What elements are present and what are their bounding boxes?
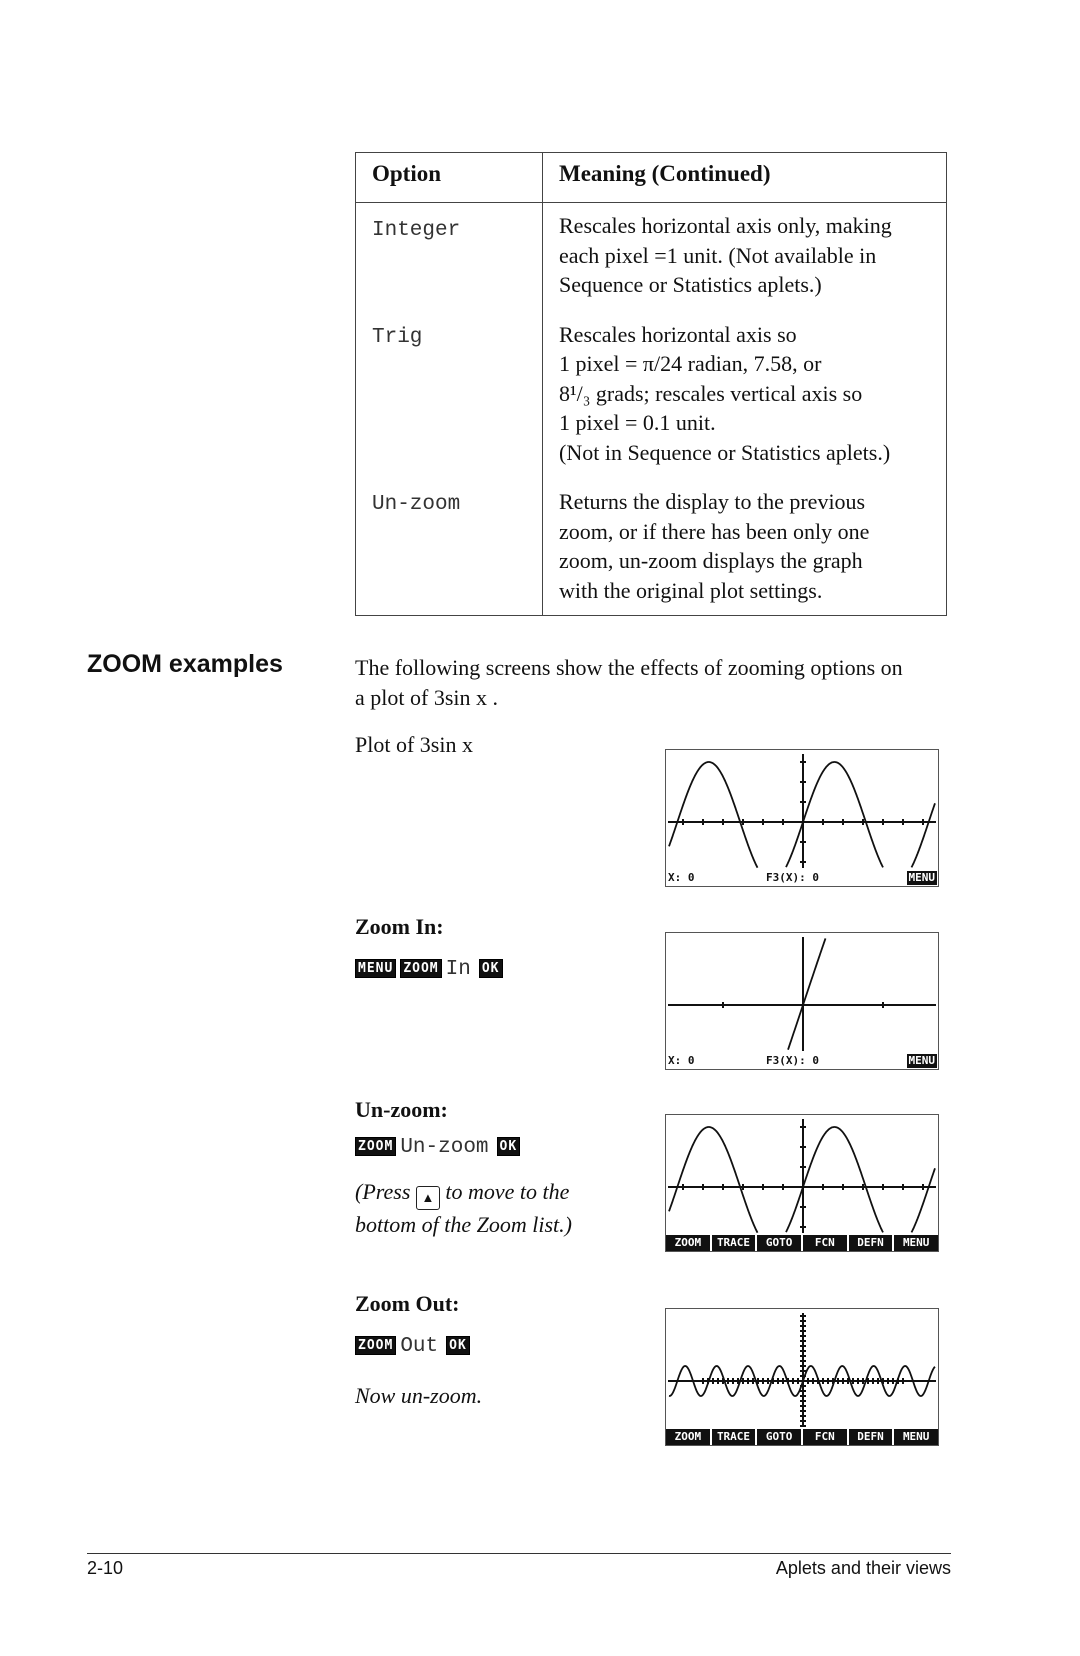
un-zoom-keys: [355, 1136, 520, 1159]
f-readout: F3(X): 0: [766, 1054, 819, 1067]
zoom-in-title: Zoom In:: [355, 914, 444, 939]
ok-key: OK: [446, 1336, 470, 1355]
zoom-key: ZOOM: [355, 1336, 396, 1355]
softkey-zoom: ZOOM: [666, 1429, 710, 1445]
footer-rule: [87, 1553, 951, 1554]
zoom-in-keys: [355, 958, 503, 981]
x-readout: X: 0: [668, 1054, 695, 1067]
option-integer: Integer: [372, 219, 461, 242]
meaning-line: 8¹/₃ grads; rescales vertical axis so: [559, 380, 863, 406]
zoom-key: ZOOM: [400, 959, 441, 978]
meaning-line: Sequence or Statistics aplets.): [559, 272, 822, 297]
graph: [666, 1115, 938, 1251]
meaning-line: 1 pixel = π/24 radian, 7.58, or: [559, 351, 822, 376]
note-text: bottom of the Zoom list.): [355, 1212, 572, 1237]
f-readout: F3(X): 0: [766, 871, 819, 884]
softkey-fcn: FCN: [803, 1429, 847, 1445]
softkey-menu: MENU: [894, 1429, 938, 1445]
meaning-line: Rescales horizontal axis so: [559, 321, 797, 347]
meaning-line: (Not in Sequence or Statistics aplets.): [559, 439, 891, 465]
menu-softkey: MENU: [908, 1054, 935, 1067]
softkey-fcn: FCN: [803, 1235, 847, 1251]
un-zoom-screen: [665, 1114, 939, 1252]
ok-key: OK: [497, 1137, 521, 1156]
table-row: [356, 487, 947, 616]
softkey-trace: TRACE: [712, 1235, 756, 1251]
x-readout: X: 0: [668, 871, 695, 884]
plot-screen: [665, 749, 939, 887]
softkey-zoom: ZOOM: [666, 1235, 710, 1251]
meaning-line: Rescales horizontal axis only, making: [559, 213, 892, 238]
option-text: In: [445, 958, 471, 981]
intro-line: a plot of 3sin x .: [355, 684, 498, 710]
option-text: Out: [400, 1335, 439, 1358]
un-zoom-note: [355, 1177, 572, 1240]
option-un-zoom: Un-zoom: [372, 493, 461, 516]
softkey-menu: [666, 1429, 938, 1445]
menu-softkey: MENU: [908, 871, 935, 884]
graph: [666, 933, 938, 1069]
option-text: Un-zoom: [400, 1136, 489, 1159]
un-zoom-title: Un-zoom:: [355, 1097, 448, 1122]
page-number: 2-10: [87, 1558, 124, 1578]
note-text: to move to the: [445, 1179, 570, 1204]
zoom-key: ZOOM: [355, 1137, 396, 1156]
up-arrow-key-icon: ▲: [416, 1186, 440, 1210]
softkey-goto: GOTO: [757, 1429, 801, 1445]
meaning-line: Returns the display to the previous: [559, 489, 866, 514]
option-trig: Trig: [372, 325, 423, 349]
graph: [666, 750, 938, 886]
options-table: [355, 152, 947, 616]
meaning-line: with the original plot settings.: [559, 577, 823, 603]
intro-line: The following screens show the effects of zooming options on: [355, 655, 903, 680]
zoom-out-title: Zoom Out:: [355, 1291, 460, 1316]
status-bar: [666, 1053, 938, 1069]
header-meaning: Meaning (Continued): [543, 153, 947, 203]
softkey-defn: DEFN: [849, 1429, 893, 1445]
meaning-line: each pixel =1 unit. (Not available in: [559, 242, 877, 268]
zoom-out-screen: [665, 1308, 939, 1446]
header-option: Option: [356, 153, 543, 203]
meaning-line: 1 pixel = 0.1 unit.: [559, 410, 716, 435]
sine-curve: [788, 938, 826, 1049]
zoom-in-screen: [665, 932, 939, 1070]
zoom-out-note: Now un-zoom.: [355, 1383, 483, 1408]
plot-label: Plot of 3sin x: [355, 732, 473, 757]
meaning-line: zoom, un-zoom displays the graph: [559, 548, 863, 573]
softkey-goto: GOTO: [757, 1235, 801, 1251]
softkey-defn: DEFN: [849, 1235, 893, 1251]
softkey-trace: TRACE: [712, 1429, 756, 1445]
section-heading: ZOOM examples: [87, 650, 283, 678]
status-bar: [666, 870, 938, 886]
softkey-menu: [666, 1235, 938, 1251]
intro-paragraph: [355, 653, 955, 712]
chapter-title: Aplets and their views: [775, 1558, 951, 1578]
table-row: [356, 320, 947, 488]
note-text: (Press: [355, 1179, 411, 1204]
softkey-menu: MENU: [894, 1235, 938, 1251]
ok-key: OK: [479, 959, 503, 978]
graph: [666, 1309, 938, 1445]
menu-key: MENU: [355, 959, 396, 978]
zoom-out-keys: [355, 1335, 470, 1358]
meaning-line: zoom, or if there has been only one: [559, 518, 870, 544]
table-row: [356, 203, 947, 320]
